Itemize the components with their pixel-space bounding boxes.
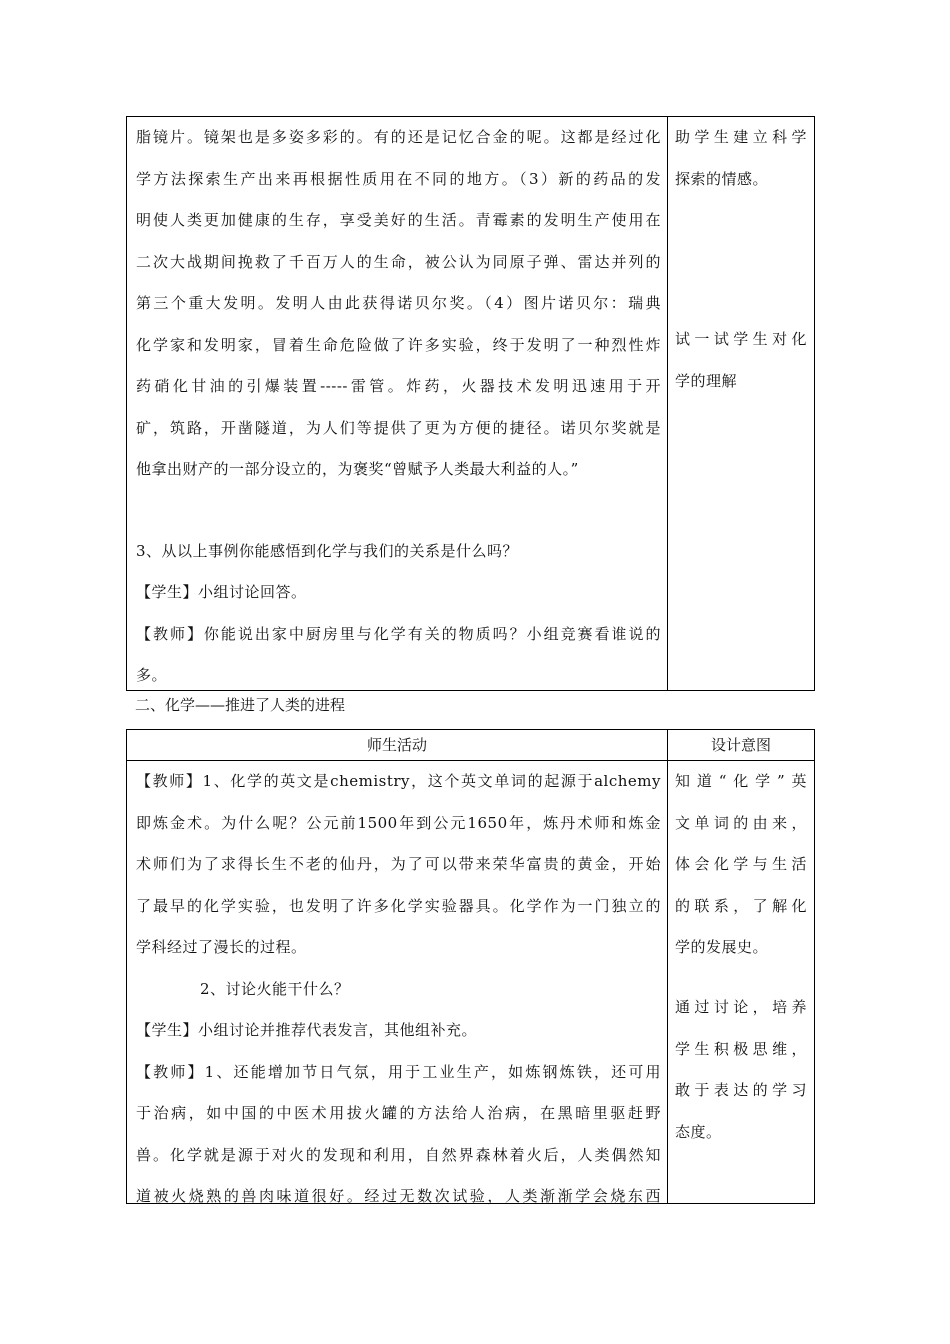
header-teacher-student-activity: 师生活动 bbox=[366, 736, 427, 754]
text-line: 于治病，如中国的中医术用拔火罐的方法给人治病，在黑暗里驱赶野 bbox=[136, 1104, 661, 1122]
text-line: 他拿出财产的一部分设立的，为褒奖“曾赋予人类最大利益的人。” bbox=[136, 460, 579, 478]
teacher-line: 多。 bbox=[136, 666, 168, 684]
intent-line: 敢于表达的学习 bbox=[675, 1081, 807, 1099]
intent-line: 学生积极思维， bbox=[675, 1039, 807, 1058]
text-line: 术师们为了求得长生不老的仙丹，为了可以带来荣华富贵的黄金，开始 bbox=[136, 855, 661, 873]
text-line: 脂镜片。镜架也是多姿多彩的。有的还是记忆合金的呢。这都是经过化 bbox=[136, 128, 661, 146]
question-line: 3、从以上事例你能感悟到化学与我们的关系是什么吗？ bbox=[136, 541, 519, 560]
intent-line: 试一试学生对化 bbox=[675, 330, 807, 348]
text-line: 兽。化学就是源于对火的发现和利用，自然界森林着火后，人类偶然知 bbox=[136, 1145, 661, 1164]
text-line: 明使人类更加健康的生存，享受美好的生活。青霉素的发明生产使用在 bbox=[136, 211, 661, 229]
teacher-student-activity-cell bbox=[136, 117, 661, 697]
sub-question: 2、讨论火能干什么？ bbox=[200, 979, 350, 998]
teacher-line: 【教师】你能说出家中厨房里与化学有关的物质吗？小组竞赛看谁说的 bbox=[136, 624, 661, 643]
blank-line bbox=[136, 491, 661, 531]
intent-line: 知道“化学”英 bbox=[675, 772, 807, 790]
table-header-row bbox=[127, 730, 814, 761]
design-intent-cell bbox=[675, 987, 807, 1153]
intent-line: 学的发展史。 bbox=[675, 938, 769, 956]
text-line: 学科经过了漫长的过程。 bbox=[136, 938, 307, 956]
intent-line: 体会化学与生活 bbox=[675, 855, 807, 873]
student-line: 【学生】小组讨论回答。 bbox=[136, 583, 307, 601]
lesson-table-1 bbox=[126, 116, 815, 691]
text-line: 道被火烧熟的兽肉味道很好。经过无数次试验，人类渐渐学会烧东西 bbox=[136, 1187, 661, 1205]
intent-line: 通过讨论，培养 bbox=[675, 998, 807, 1016]
text-line: 即炼金术。为什么呢？公元前1500年到公元1650年，炼丹术师和炼金 bbox=[136, 813, 661, 832]
text-line: 矿，筑路，开凿隧道，为人们等提供了更为方便的捷径。诺贝尔奖就是 bbox=[136, 418, 661, 437]
intent-line: 助学生建立科学 bbox=[675, 128, 807, 146]
column-divider bbox=[667, 117, 668, 690]
text-line: 了最早的化学实验，也发明了许多化学实验器具。化学作为一门独立的 bbox=[136, 896, 661, 915]
intent-line: 探索的情感。 bbox=[675, 169, 769, 188]
text-line: 二次大战期间挽救了千百万人的生命，被公认为同原子弹、雷达并列的 bbox=[136, 252, 661, 271]
lesson-table-2 bbox=[126, 729, 815, 1204]
design-intent-cell bbox=[675, 761, 807, 969]
text-line: 药硝化甘油的引爆装置-----雷管。炸药，火器技术发明迅速用于开 bbox=[136, 377, 661, 395]
teacher-line: 【教师】1、还能增加节日气氛，用于工业生产，如炼钢炼铁，还可用 bbox=[136, 1062, 661, 1081]
section-heading: 二、化学——推进了人类的进程 bbox=[135, 696, 346, 714]
text-line: 学方法探索生产出来再根据性质用在不同的地方。（3）新的药品的发 bbox=[136, 169, 661, 188]
intent-line: 的联系，了解化 bbox=[675, 896, 807, 915]
teacher-student-activity-cell bbox=[136, 761, 661, 1218]
intent-line: 态度。 bbox=[675, 1122, 722, 1141]
student-line: 【学生】小组讨论并推荐代表发言，其他组补充。 bbox=[136, 1021, 478, 1039]
design-intent-cell bbox=[675, 117, 807, 200]
intent-line: 学的理解 bbox=[675, 371, 738, 390]
text-line: 第三个重大发明。发明人由此获得诺贝尔奖。（4）图片诺贝尔：瑞典 bbox=[136, 294, 661, 312]
text-line: 化学家和发明家，冒着生命危险做了许多实验，终于发明了一种烈性炸 bbox=[136, 335, 661, 354]
column-divider bbox=[667, 730, 668, 1203]
text-line: 【教师】1、化学的英文是chemistry，这个英文单词的起源于alchemy bbox=[136, 772, 661, 790]
design-intent-cell bbox=[675, 319, 807, 402]
header-design-intent: 设计意图 bbox=[710, 736, 771, 754]
intent-line: 文单词的由来， bbox=[675, 813, 807, 832]
